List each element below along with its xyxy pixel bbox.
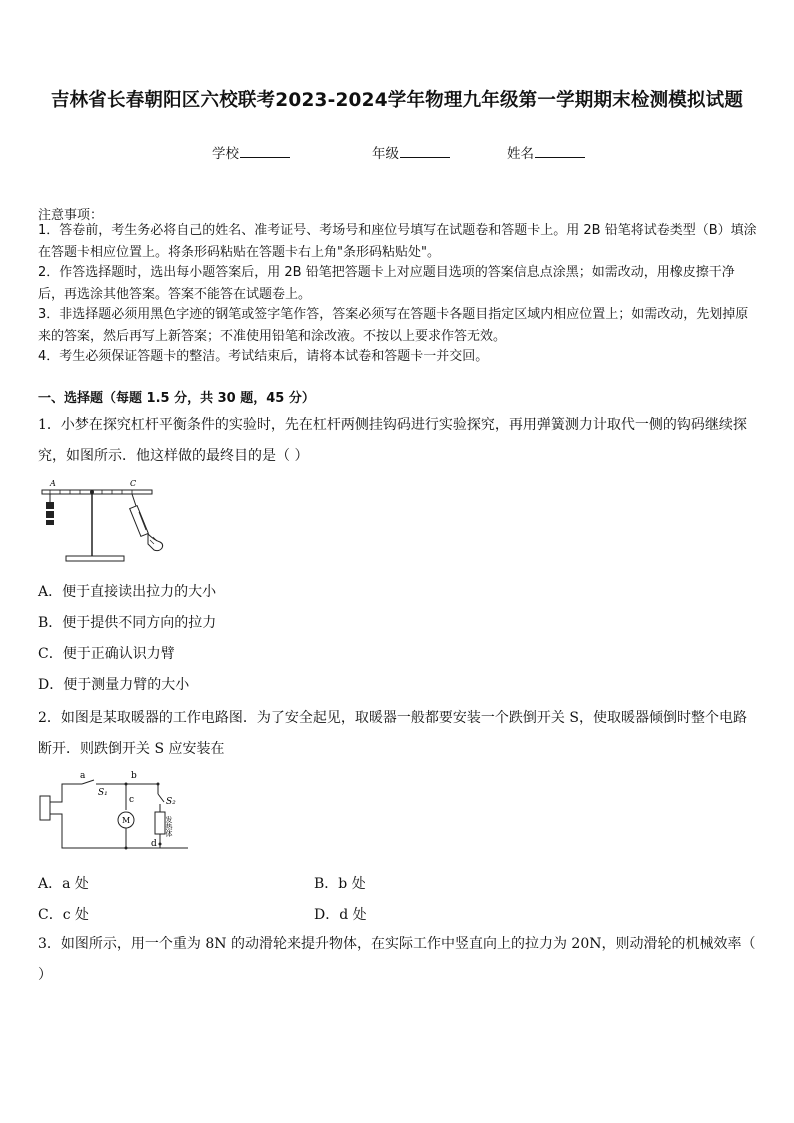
notice-item: 2．作答选择题时，选出每小题答案后，用 2B 铅笔把答题卡上对应题目选项的答案信息点涂黑；如需改动，用橡皮擦干净后，再选涂其他答案。答案不能答在试题卷上。 [38,265,735,302]
school-label: 学校 [212,146,239,162]
name-field[interactable] [507,142,585,162]
circuit-label-s1: S₁ [98,788,108,798]
school-blank[interactable] [240,145,290,158]
section-heading: 一、选择题（每题 1.5 分，共 30 题，45 分） [38,391,315,406]
question-2-option-a[interactable]: A．a 处 [38,876,89,892]
name-blank[interactable] [535,145,585,158]
notice-item: 1．答卷前，考生务必将自己的姓名、准考证号、考场号和座位号填写在试题卷和答题卡上。用 2B 铅笔将试卷类型（B）填涂在答题卡相应位置上。将条形码粘贴在答题卡右上角"条形码粘贴处"。 [38,223,757,260]
circuit-label-c: c [129,795,135,805]
lever-experiment-figure [36,476,176,566]
question-1-option-c[interactable]: C．便于正确认识力臂 [38,646,175,662]
notice-item: 4．考生必须保证答题卡的整洁。考试结束后，请将本试卷和答题卡一并交回。 [38,349,489,364]
page-title: 吉林省长春朝阳区六校联考2023-2024学年物理九年级第一学期期末检测模拟试题 [50,90,744,111]
notice-item: 3．非选择题必须用黑色字迹的钢笔或签字笔作答，答案必须写在答题卡各题目指定区域内相应位置上；如需改动，先划掉原来的答案，然后再写上新答案；不准使用铅笔和涂改液。不按以上要求作答无效。 [38,307,749,344]
grade-blank[interactable] [400,145,450,158]
question-2-option-d[interactable]: D．d 处 [314,907,367,923]
circuit-label-b: b [131,771,137,781]
circuit-label-s2: S₂ [166,797,176,807]
notice-heading: 注意事项： [38,208,104,223]
question-1-option-a[interactable]: A．便于直接读出拉力的大小 [38,584,217,600]
question-1-option-b[interactable]: B．便于提供不同方向的拉力 [38,615,217,631]
figure-label-a: A [50,479,56,488]
name-label: 姓名 [507,146,534,162]
heater-circuit-figure [38,766,188,866]
figure-label-c: C [130,479,137,488]
question-2-option-c[interactable]: C．c 处 [38,907,90,923]
motor-label: M [122,816,131,825]
circuit-label-d: d [151,839,157,849]
circuit-label-a: a [80,771,86,781]
question-1-option-d[interactable]: D．便于测量力臂的大小 [38,677,190,693]
grade-label: 年级 [372,146,399,162]
heater-label: 发热体 [165,816,173,837]
question-2-option-b[interactable]: B．b 处 [314,876,366,892]
question-3-stem: 3．如图所示，用一个重为 8N 的动滑轮来提升物体，在实际工作中竖直向上的拉力为 20N，则动滑轮的机械效率（ ） [38,936,756,983]
school-field[interactable] [212,142,290,162]
question-1-stem: 1．小梦在探究杠杆平衡条件的实验时，先在杠杆两侧挂钩码进行实验探究，再用弹簧测力计取代一侧的钩码继续探究，如图所示．他这样做的最终目的是（ ） [38,417,747,464]
grade-field[interactable] [372,142,450,162]
question-2-stem: 2．如图是某取暖器的工作电路图．为了安全起见，取暖器一般都要安装一个跌倒开关 S，使取暖器倾倒时整个电路断开．则跌倒开关 S 应安装在 [38,710,747,757]
